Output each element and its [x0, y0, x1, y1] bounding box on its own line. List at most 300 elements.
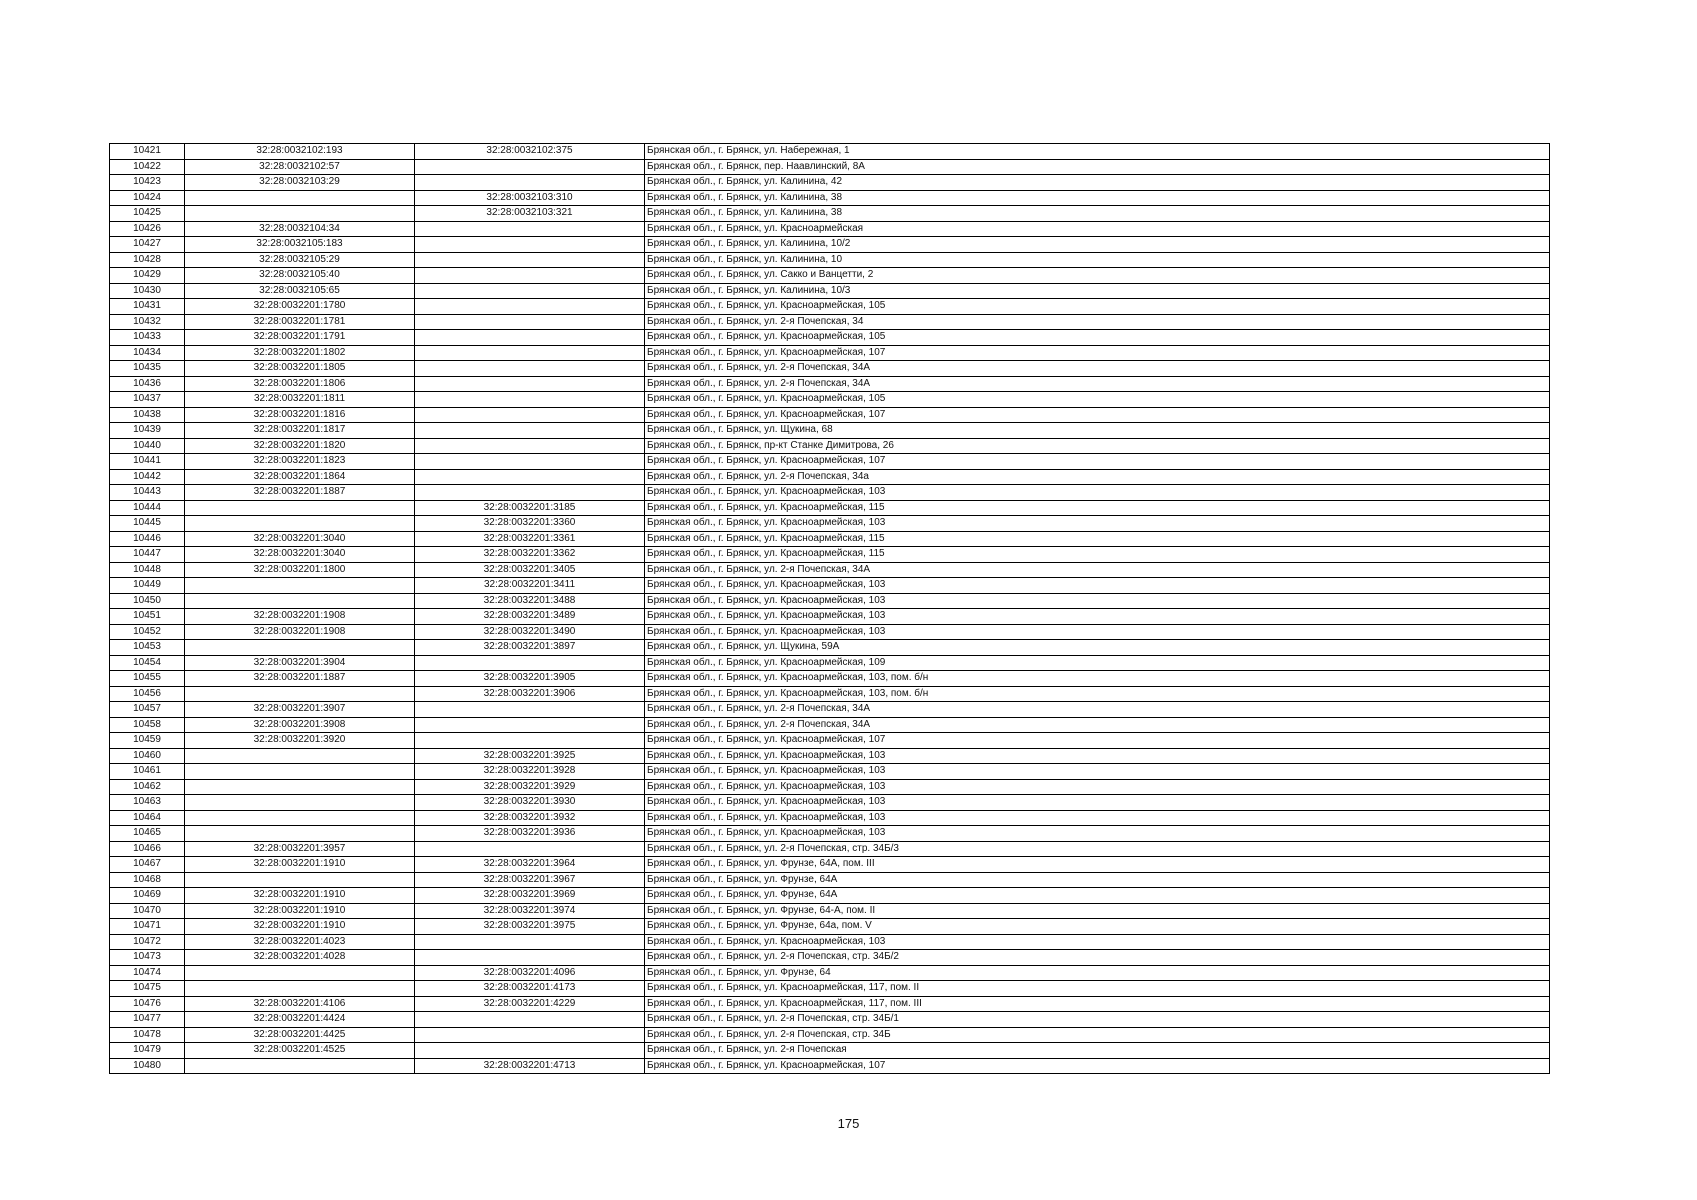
object-cadastral-number-cell: 32:28:0032201:3488 — [415, 593, 645, 609]
table-row — [110, 934, 1550, 950]
parcel-cadastral-number-cell: 32:28:0032201:1910 — [185, 888, 415, 904]
object-cadastral-number-cell — [415, 1043, 645, 1059]
table-row — [110, 872, 1550, 888]
address-cell: Брянская обл., г. Брянск, ул. Красноармейская, 103 — [645, 779, 1550, 795]
address-cell: Брянская обл., г. Брянск, ул. Красноармейская, 103 — [645, 795, 1550, 811]
parcel-cadastral-number-cell: 32:28:0032201:1910 — [185, 903, 415, 919]
row-number-cell: 10430 — [110, 283, 185, 299]
address-cell: Брянская обл., г. Брянск, ул. Красноармейская, 117, пом. II — [645, 981, 1550, 997]
object-cadastral-number-cell: 32:28:0032201:4229 — [415, 996, 645, 1012]
parcel-cadastral-number-cell: 32:28:0032201:3907 — [185, 702, 415, 718]
row-number-cell: 10456 — [110, 686, 185, 702]
table-row — [110, 717, 1550, 733]
address-cell: Брянская обл., г. Брянск, ул. Калинина, 10/2 — [645, 237, 1550, 253]
table-row — [110, 841, 1550, 857]
object-cadastral-number-cell — [415, 934, 645, 950]
table-row — [110, 268, 1550, 284]
parcel-cadastral-number-cell: 32:28:0032201:1910 — [185, 857, 415, 873]
table-row — [110, 996, 1550, 1012]
parcel-cadastral-number-cell: 32:28:0032201:3908 — [185, 717, 415, 733]
object-cadastral-number-cell — [415, 376, 645, 392]
parcel-cadastral-number-cell: 32:28:0032201:1864 — [185, 469, 415, 485]
object-cadastral-number-cell — [415, 655, 645, 671]
row-number-cell: 10448 — [110, 562, 185, 578]
object-cadastral-number-cell: 32:28:0032201:3411 — [415, 578, 645, 594]
parcel-cadastral-number-cell — [185, 190, 415, 206]
parcel-cadastral-number-cell — [185, 686, 415, 702]
object-cadastral-number-cell — [415, 392, 645, 408]
parcel-cadastral-number-cell — [185, 578, 415, 594]
address-cell: Брянская обл., г. Брянск, ул. Фрунзе, 64 — [645, 965, 1550, 981]
row-number-cell: 10464 — [110, 810, 185, 826]
table-row — [110, 733, 1550, 749]
row-number-cell: 10423 — [110, 175, 185, 191]
row-number-cell: 10431 — [110, 299, 185, 315]
object-cadastral-number-cell: 32:28:0032201:3490 — [415, 624, 645, 640]
row-number-cell: 10446 — [110, 531, 185, 547]
object-cadastral-number-cell: 32:28:0032201:3897 — [415, 640, 645, 656]
table-row — [110, 1012, 1550, 1028]
row-number-cell: 10469 — [110, 888, 185, 904]
row-number-cell: 10451 — [110, 609, 185, 625]
address-cell: Брянская обл., г. Брянск, ул. Калинина, 38 — [645, 190, 1550, 206]
address-cell: Брянская обл., г. Брянск, ул. Красноармейская, 107 — [645, 454, 1550, 470]
object-cadastral-number-cell: 32:28:0032201:3361 — [415, 531, 645, 547]
object-cadastral-number-cell — [415, 159, 645, 175]
table-row — [110, 826, 1550, 842]
parcel-cadastral-number-cell: 32:28:0032102:193 — [185, 144, 415, 160]
row-number-cell: 10460 — [110, 748, 185, 764]
table-row — [110, 438, 1550, 454]
row-number-cell: 10465 — [110, 826, 185, 842]
row-number-cell: 10445 — [110, 516, 185, 532]
parcel-cadastral-number-cell: 32:28:0032201:1887 — [185, 485, 415, 501]
table-row — [110, 407, 1550, 423]
table-row — [110, 144, 1550, 160]
parcel-cadastral-number-cell — [185, 795, 415, 811]
address-cell: Брянская обл., г. Брянск, пер. Наавлинский, 8А — [645, 159, 1550, 175]
table-row — [110, 981, 1550, 997]
parcel-cadastral-number-cell: 32:28:0032103:29 — [185, 175, 415, 191]
row-number-cell: 10476 — [110, 996, 185, 1012]
table-row — [110, 361, 1550, 377]
address-cell: Брянская обл., г. Брянск, ул. Красноармейская, 103, пом. б/н — [645, 686, 1550, 702]
row-number-cell: 10425 — [110, 206, 185, 222]
table-row — [110, 888, 1550, 904]
address-cell: Брянская обл., г. Брянск, ул. 2-я Почепская, 34А — [645, 702, 1550, 718]
address-cell: Брянская обл., г. Брянск, ул. Фрунзе, 64А — [645, 888, 1550, 904]
table-row — [110, 485, 1550, 501]
parcel-cadastral-number-cell — [185, 872, 415, 888]
table-row — [110, 392, 1550, 408]
object-cadastral-number-cell: 32:28:0032201:3185 — [415, 500, 645, 516]
table-row — [110, 469, 1550, 485]
address-cell: Брянская обл., г. Брянск, ул. 2-я Почепская, стр. 34Б/1 — [645, 1012, 1550, 1028]
table-row — [110, 1043, 1550, 1059]
table-row — [110, 857, 1550, 873]
object-cadastral-number-cell: 32:28:0032201:3360 — [415, 516, 645, 532]
row-number-cell: 10454 — [110, 655, 185, 671]
parcel-cadastral-number-cell: 32:28:0032201:1781 — [185, 314, 415, 330]
object-cadastral-number-cell — [415, 237, 645, 253]
table-row — [110, 686, 1550, 702]
row-number-cell: 10453 — [110, 640, 185, 656]
row-number-cell: 10422 — [110, 159, 185, 175]
table-row — [110, 531, 1550, 547]
table-row — [110, 175, 1550, 191]
parcel-cadastral-number-cell: 32:28:0032201:1811 — [185, 392, 415, 408]
table-row — [110, 423, 1550, 439]
table-row — [110, 779, 1550, 795]
table-row — [110, 454, 1550, 470]
object-cadastral-number-cell — [415, 841, 645, 857]
table-row — [110, 206, 1550, 222]
row-number-cell: 10421 — [110, 144, 185, 160]
row-number-cell: 10479 — [110, 1043, 185, 1059]
object-cadastral-number-cell: 32:28:0032103:310 — [415, 190, 645, 206]
row-number-cell: 10433 — [110, 330, 185, 346]
parcel-cadastral-number-cell: 32:28:0032102:57 — [185, 159, 415, 175]
row-number-cell: 10480 — [110, 1058, 185, 1074]
row-number-cell: 10437 — [110, 392, 185, 408]
parcel-cadastral-number-cell: 32:28:0032201:1802 — [185, 345, 415, 361]
address-cell: Брянская обл., г. Брянск, ул. Красноармейская, 107 — [645, 1058, 1550, 1074]
address-cell: Брянская обл., г. Брянск, ул. Красноармейская — [645, 221, 1550, 237]
object-cadastral-number-cell — [415, 407, 645, 423]
address-cell: Брянская обл., г. Брянск, ул. 2-я Почепская, 34А — [645, 562, 1550, 578]
parcel-cadastral-number-cell: 32:28:0032201:1820 — [185, 438, 415, 454]
address-cell: Брянская обл., г. Брянск, ул. Красноармейская, 107 — [645, 733, 1550, 749]
parcel-cadastral-number-cell — [185, 764, 415, 780]
object-cadastral-number-cell: 32:28:0032201:4713 — [415, 1058, 645, 1074]
object-cadastral-number-cell: 32:28:0032201:3489 — [415, 609, 645, 625]
object-cadastral-number-cell — [415, 299, 645, 315]
table-row — [110, 330, 1550, 346]
address-cell: Брянская обл., г. Брянск, ул. Красноармейская, 103, пом. б/н — [645, 671, 1550, 687]
row-number-cell: 10447 — [110, 547, 185, 563]
object-cadastral-number-cell: 32:28:0032201:3928 — [415, 764, 645, 780]
address-cell: Брянская обл., г. Брянск, ул. 2-я Почепская — [645, 1043, 1550, 1059]
row-number-cell: 10449 — [110, 578, 185, 594]
address-cell: Брянская обл., г. Брянск, ул. Красноармейская, 115 — [645, 531, 1550, 547]
parcel-cadastral-number-cell — [185, 826, 415, 842]
table-row — [110, 578, 1550, 594]
table-row — [110, 919, 1550, 935]
parcel-cadastral-number-cell: 32:28:0032201:1805 — [185, 361, 415, 377]
row-number-cell: 10434 — [110, 345, 185, 361]
object-cadastral-number-cell: 32:28:0032201:3969 — [415, 888, 645, 904]
row-number-cell: 10463 — [110, 795, 185, 811]
parcel-cadastral-number-cell: 32:28:0032201:1780 — [185, 299, 415, 315]
table-row — [110, 702, 1550, 718]
row-number-cell: 10452 — [110, 624, 185, 640]
parcel-cadastral-number-cell: 32:28:0032201:1791 — [185, 330, 415, 346]
address-cell: Брянская обл., г. Брянск, ул. Красноармейская, 107 — [645, 407, 1550, 423]
row-number-cell: 10435 — [110, 361, 185, 377]
row-number-cell: 10455 — [110, 671, 185, 687]
object-cadastral-number-cell — [415, 485, 645, 501]
row-number-cell: 10429 — [110, 268, 185, 284]
row-number-cell: 10459 — [110, 733, 185, 749]
table-row — [110, 299, 1550, 315]
row-number-cell: 10427 — [110, 237, 185, 253]
object-cadastral-number-cell: 32:28:0032201:3405 — [415, 562, 645, 578]
table-row — [110, 500, 1550, 516]
object-cadastral-number-cell: 32:28:0032103:321 — [415, 206, 645, 222]
parcel-cadastral-number-cell — [185, 206, 415, 222]
row-number-cell: 10442 — [110, 469, 185, 485]
object-cadastral-number-cell — [415, 330, 645, 346]
address-cell: Брянская обл., г. Брянск, ул. Фрунзе, 64А — [645, 872, 1550, 888]
table-row — [110, 655, 1550, 671]
object-cadastral-number-cell: 32:28:0032201:3925 — [415, 748, 645, 764]
object-cadastral-number-cell — [415, 950, 645, 966]
address-cell: Брянская обл., г. Брянск, ул. Набережная, 1 — [645, 144, 1550, 160]
address-cell: Брянская обл., г. Брянск, пр-кт Станке Димитрова, 26 — [645, 438, 1550, 454]
object-cadastral-number-cell — [415, 1012, 645, 1028]
parcel-cadastral-number-cell: 32:28:0032201:1887 — [185, 671, 415, 687]
parcel-cadastral-number-cell: 32:28:0032201:4106 — [185, 996, 415, 1012]
address-cell: Брянская обл., г. Брянск, ул. 2-я Почепская, 34А — [645, 717, 1550, 733]
address-cell: Брянская обл., г. Брянск, ул. Щукина, 68 — [645, 423, 1550, 439]
table-row — [110, 593, 1550, 609]
row-number-cell: 10436 — [110, 376, 185, 392]
object-cadastral-number-cell — [415, 702, 645, 718]
table-row — [110, 159, 1550, 175]
address-cell: Брянская обл., г. Брянск, ул. Красноармейская, 117, пом. III — [645, 996, 1550, 1012]
table-row — [110, 795, 1550, 811]
registry-table — [109, 143, 1550, 1074]
object-cadastral-number-cell: 32:28:0032201:3974 — [415, 903, 645, 919]
object-cadastral-number-cell: 32:28:0032201:3929 — [415, 779, 645, 795]
row-number-cell: 10424 — [110, 190, 185, 206]
parcel-cadastral-number-cell — [185, 981, 415, 997]
object-cadastral-number-cell — [415, 252, 645, 268]
address-cell: Брянская обл., г. Брянск, ул. 2-я Почепская, стр. 34Б — [645, 1027, 1550, 1043]
address-cell: Брянская обл., г. Брянск, ул. Красноармейская, 103 — [645, 826, 1550, 842]
parcel-cadastral-number-cell: 32:28:0032105:65 — [185, 283, 415, 299]
address-cell: Брянская обл., г. Брянск, ул. Красноармейская, 103 — [645, 764, 1550, 780]
table-row — [110, 376, 1550, 392]
address-cell: Брянская обл., г. Брянск, ул. Щукина, 59А — [645, 640, 1550, 656]
row-number-cell: 10471 — [110, 919, 185, 935]
parcel-cadastral-number-cell: 32:28:0032201:1816 — [185, 407, 415, 423]
object-cadastral-number-cell: 32:28:0032201:3362 — [415, 547, 645, 563]
parcel-cadastral-number-cell — [185, 516, 415, 532]
parcel-cadastral-number-cell — [185, 593, 415, 609]
parcel-cadastral-number-cell: 32:28:0032201:3957 — [185, 841, 415, 857]
address-cell: Брянская обл., г. Брянск, ул. Фрунзе, 64а, пом. V — [645, 919, 1550, 935]
table-row — [110, 748, 1550, 764]
parcel-cadastral-number-cell — [185, 500, 415, 516]
row-number-cell: 10440 — [110, 438, 185, 454]
address-cell: Брянская обл., г. Брянск, ул. Калинина, 10/3 — [645, 283, 1550, 299]
object-cadastral-number-cell: 32:28:0032201:3930 — [415, 795, 645, 811]
address-cell: Брянская обл., г. Брянск, ул. Красноармейская, 115 — [645, 547, 1550, 563]
object-cadastral-number-cell: 32:28:0032201:3964 — [415, 857, 645, 873]
table-row — [110, 345, 1550, 361]
parcel-cadastral-number-cell: 32:28:0032201:1817 — [185, 423, 415, 439]
address-cell: Брянская обл., г. Брянск, ул. Фрунзе, 64А, пом. III — [645, 857, 1550, 873]
row-number-cell: 10477 — [110, 1012, 185, 1028]
object-cadastral-number-cell — [415, 469, 645, 485]
object-cadastral-number-cell — [415, 717, 645, 733]
address-cell: Брянская обл., г. Брянск, ул. Калинина, 10 — [645, 252, 1550, 268]
row-number-cell: 10478 — [110, 1027, 185, 1043]
address-cell: Брянская обл., г. Брянск, ул. 2-я Почепская, 34А — [645, 361, 1550, 377]
address-cell: Брянская обл., г. Брянск, ул. Красноармейская, 107 — [645, 345, 1550, 361]
row-number-cell: 10462 — [110, 779, 185, 795]
object-cadastral-number-cell — [415, 268, 645, 284]
parcel-cadastral-number-cell: 32:28:0032201:4028 — [185, 950, 415, 966]
table-row — [110, 950, 1550, 966]
address-cell: Брянская обл., г. Брянск, ул. Красноармейская, 103 — [645, 934, 1550, 950]
parcel-cadastral-number-cell — [185, 779, 415, 795]
address-cell: Брянская обл., г. Брянск, ул. Красноармейская, 103 — [645, 516, 1550, 532]
table-row — [110, 547, 1550, 563]
object-cadastral-number-cell: 32:28:0032201:4096 — [415, 965, 645, 981]
table-row — [110, 516, 1550, 532]
row-number-cell: 10441 — [110, 454, 185, 470]
table-row — [110, 624, 1550, 640]
parcel-cadastral-number-cell: 32:28:0032201:1908 — [185, 624, 415, 640]
table-row — [110, 283, 1550, 299]
object-cadastral-number-cell — [415, 175, 645, 191]
row-number-cell: 10450 — [110, 593, 185, 609]
address-cell: Брянская обл., г. Брянск, ул. Красноармейская, 103 — [645, 810, 1550, 826]
parcel-cadastral-number-cell: 32:28:0032201:4425 — [185, 1027, 415, 1043]
parcel-cadastral-number-cell — [185, 640, 415, 656]
parcel-cadastral-number-cell — [185, 1058, 415, 1074]
object-cadastral-number-cell: 32:28:0032201:4173 — [415, 981, 645, 997]
row-number-cell: 10439 — [110, 423, 185, 439]
parcel-cadastral-number-cell: 32:28:0032201:3040 — [185, 531, 415, 547]
object-cadastral-number-cell — [415, 1027, 645, 1043]
address-cell: Брянская обл., г. Брянск, ул. 2-я Почепская, 34а — [645, 469, 1550, 485]
object-cadastral-number-cell — [415, 221, 645, 237]
page-number: 175 — [837, 1116, 860, 1131]
row-number-cell: 10472 — [110, 934, 185, 950]
row-number-cell: 10467 — [110, 857, 185, 873]
object-cadastral-number-cell — [415, 454, 645, 470]
object-cadastral-number-cell — [415, 345, 645, 361]
address-cell: Брянская обл., г. Брянск, ул. Калинина, 42 — [645, 175, 1550, 191]
object-cadastral-number-cell: 32:28:0032201:3906 — [415, 686, 645, 702]
table-row — [110, 252, 1550, 268]
address-cell: Брянская обл., г. Брянск, ул. 2-я Почепская, 34А — [645, 376, 1550, 392]
parcel-cadastral-number-cell: 32:28:0032201:1910 — [185, 919, 415, 935]
row-number-cell: 10470 — [110, 903, 185, 919]
row-number-cell: 10468 — [110, 872, 185, 888]
table-row — [110, 903, 1550, 919]
row-number-cell: 10432 — [110, 314, 185, 330]
parcel-cadastral-number-cell — [185, 748, 415, 764]
object-cadastral-number-cell: 32:28:0032102:375 — [415, 144, 645, 160]
address-cell: Брянская обл., г. Брянск, ул. Красноармейская, 105 — [645, 299, 1550, 315]
row-number-cell: 10473 — [110, 950, 185, 966]
table-row — [110, 190, 1550, 206]
address-cell: Брянская обл., г. Брянск, ул. Красноармейская, 103 — [645, 748, 1550, 764]
parcel-cadastral-number-cell: 32:28:0032201:4023 — [185, 934, 415, 950]
object-cadastral-number-cell — [415, 423, 645, 439]
table-row — [110, 314, 1550, 330]
row-number-cell: 10466 — [110, 841, 185, 857]
address-cell: Брянская обл., г. Брянск, ул. Сакко и Ванцетти, 2 — [645, 268, 1550, 284]
object-cadastral-number-cell — [415, 438, 645, 454]
parcel-cadastral-number-cell: 32:28:0032201:1800 — [185, 562, 415, 578]
parcel-cadastral-number-cell: 32:28:0032105:40 — [185, 268, 415, 284]
parcel-cadastral-number-cell: 32:28:0032201:3920 — [185, 733, 415, 749]
row-number-cell: 10438 — [110, 407, 185, 423]
address-cell: Брянская обл., г. Брянск, ул. Красноармейская, 103 — [645, 624, 1550, 640]
table-row — [110, 237, 1550, 253]
table-row — [110, 609, 1550, 625]
parcel-cadastral-number-cell: 32:28:0032201:1823 — [185, 454, 415, 470]
table-row — [110, 764, 1550, 780]
object-cadastral-number-cell: 32:28:0032201:3936 — [415, 826, 645, 842]
row-number-cell: 10475 — [110, 981, 185, 997]
table-row — [110, 671, 1550, 687]
table-row — [110, 640, 1550, 656]
object-cadastral-number-cell: 32:28:0032201:3905 — [415, 671, 645, 687]
parcel-cadastral-number-cell: 32:28:0032201:4525 — [185, 1043, 415, 1059]
address-cell: Брянская обл., г. Брянск, ул. 2-я Почепская, стр. 34Б/3 — [645, 841, 1550, 857]
address-cell: Брянская обл., г. Брянск, ул. Красноармейская, 103 — [645, 593, 1550, 609]
address-cell: Брянская обл., г. Брянск, ул. Красноармейская, 103 — [645, 609, 1550, 625]
table-row — [110, 810, 1550, 826]
parcel-cadastral-number-cell: 32:28:0032201:3040 — [185, 547, 415, 563]
address-cell: Брянская обл., г. Брянск, ул. Красноармейская, 103 — [645, 485, 1550, 501]
table-row — [110, 965, 1550, 981]
address-cell: Брянская обл., г. Брянск, ул. 2-я Почепская, стр. 34Б/2 — [645, 950, 1550, 966]
row-number-cell: 10443 — [110, 485, 185, 501]
address-cell: Брянская обл., г. Брянск, ул. Фрунзе, 64-А, пом. II — [645, 903, 1550, 919]
registry-table-body — [110, 144, 1550, 1074]
parcel-cadastral-number-cell: 32:28:0032201:1908 — [185, 609, 415, 625]
object-cadastral-number-cell — [415, 314, 645, 330]
object-cadastral-number-cell: 32:28:0032201:3967 — [415, 872, 645, 888]
row-number-cell: 10457 — [110, 702, 185, 718]
address-cell: Брянская обл., г. Брянск, ул. Красноармейская, 109 — [645, 655, 1550, 671]
address-cell: Брянская обл., г. Брянск, ул. Красноармейская, 115 — [645, 500, 1550, 516]
address-cell: Брянская обл., г. Брянск, ул. Красноармейская, 103 — [645, 578, 1550, 594]
object-cadastral-number-cell: 32:28:0032201:3975 — [415, 919, 645, 935]
parcel-cadastral-number-cell: 32:28:0032104:34 — [185, 221, 415, 237]
address-cell: Брянская обл., г. Брянск, ул. Красноармейская, 105 — [645, 392, 1550, 408]
parcel-cadastral-number-cell: 32:28:0032201:4424 — [185, 1012, 415, 1028]
parcel-cadastral-number-cell: 32:28:0032105:29 — [185, 252, 415, 268]
parcel-cadastral-number-cell: 32:28:0032201:3904 — [185, 655, 415, 671]
row-number-cell: 10428 — [110, 252, 185, 268]
row-number-cell: 10458 — [110, 717, 185, 733]
row-number-cell: 10426 — [110, 221, 185, 237]
parcel-cadastral-number-cell: 32:28:0032201:1806 — [185, 376, 415, 392]
table-row — [110, 562, 1550, 578]
object-cadastral-number-cell — [415, 361, 645, 377]
table-row — [110, 1027, 1550, 1043]
address-cell: Брянская обл., г. Брянск, ул. Красноармейская, 105 — [645, 330, 1550, 346]
table-row — [110, 1058, 1550, 1074]
table-row — [110, 221, 1550, 237]
row-number-cell: 10461 — [110, 764, 185, 780]
object-cadastral-number-cell — [415, 733, 645, 749]
parcel-cadastral-number-cell — [185, 810, 415, 826]
row-number-cell: 10444 — [110, 500, 185, 516]
object-cadastral-number-cell: 32:28:0032201:3932 — [415, 810, 645, 826]
parcel-cadastral-number-cell: 32:28:0032105:183 — [185, 237, 415, 253]
row-number-cell: 10474 — [110, 965, 185, 981]
parcel-cadastral-number-cell — [185, 965, 415, 981]
